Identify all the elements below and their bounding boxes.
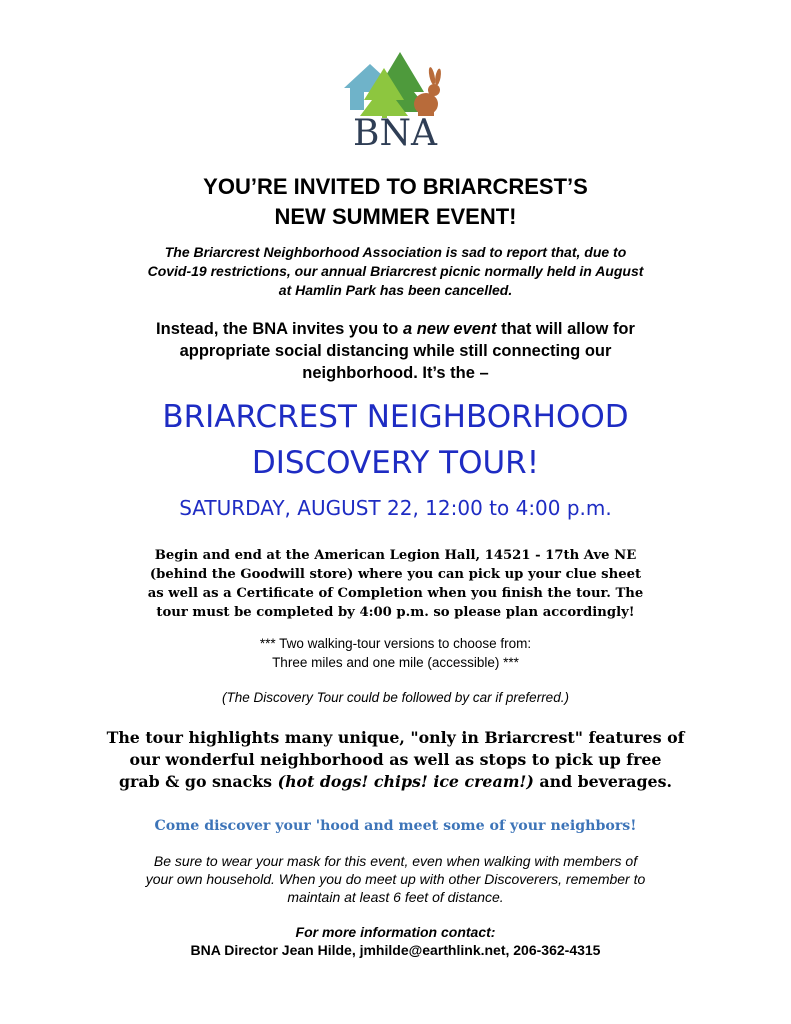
- location-paragraph: [0, 546, 791, 622]
- highlights-line-1: The tour highlights many unique, "only in Briarcrest" features of: [106, 728, 685, 747]
- new-event-emphasis: a new event: [402, 320, 497, 338]
- intro-paragraph: [0, 243, 791, 300]
- walking-line-1: *** Two walking-tour versions to choose from:: [259, 636, 532, 651]
- location-line-3: as well as a Certificate of Completion when you finish the tour. The: [147, 586, 644, 601]
- highlights-line-3-pre: grab & go snacks: [119, 772, 278, 791]
- location-line-1: Begin and end at the American Legion Hall, 14521 - 17th Ave NE: [154, 548, 637, 563]
- instead-line-1: [0, 318, 791, 340]
- highlights-line-3-post: and beverages.: [533, 772, 672, 791]
- instead-line-1-post: that will allow for: [496, 320, 635, 338]
- contact-heading: For more information contact:: [295, 924, 496, 940]
- intro-line-3: at Hamlin Park has been cancelled.: [278, 282, 513, 298]
- walking-line-2: Three miles and one mile (accessible) ***: [272, 655, 519, 670]
- walking-tour-options: [0, 634, 791, 672]
- bna-logo: [340, 50, 450, 155]
- heading-line-2: NEW SUMMER EVENT!: [274, 204, 517, 229]
- highlights-line-3: [0, 771, 791, 793]
- instead-line-2: appropriate social distancing while still connecting our: [179, 342, 612, 360]
- car-note: (The Discovery Tour could be followed by car if preferred.): [222, 690, 569, 705]
- location-line-2: (behind the Goodwill store) where you can pick up your clue sheet: [149, 567, 642, 582]
- intro-line-1: The Briarcrest Neighborhood Association is sad to report that, due to: [164, 244, 627, 260]
- mask-line-2: your own household. When you do meet up with other Discoverers, remember to: [145, 871, 646, 887]
- event-title-line-2: DISCOVERY TOUR!: [251, 445, 540, 481]
- event-title: [0, 394, 791, 486]
- snacks-emphasis: (hot dogs! chips! ice cream!): [277, 772, 534, 791]
- instead-paragraph: [0, 318, 791, 384]
- invite-heading: [0, 172, 791, 232]
- mask-paragraph: [0, 852, 791, 906]
- instead-line-3: neighborhood. It’s the –: [302, 364, 489, 382]
- heading-line-1: YOU’RE INVITED TO BRIARCREST’S: [203, 174, 588, 199]
- mask-line-1: Be sure to wear your mask for this event, even when walking with members of: [153, 853, 638, 869]
- event-title-line-1: BRIARCREST NEIGHBORHOOD: [162, 399, 629, 435]
- highlights-paragraph: [0, 727, 791, 793]
- contact-line: BNA Director Jean Hilde, jmhilde@earthlink.net, 206-362-4315: [190, 942, 601, 958]
- logo-text: BNA: [353, 113, 437, 154]
- event-date: SATURDAY, AUGUST 22, 12:00 to 4:00 p.m.: [179, 496, 612, 520]
- location-line-4: tour must be completed by 4:00 p.m. so please plan accordingly!: [156, 605, 635, 620]
- highlights-line-2: our wonderful neighborhood as well as stops to pick up free: [129, 750, 662, 769]
- come-discover-tagline: Come discover your 'hood and meet some of your neighbors!: [154, 818, 637, 834]
- intro-line-2: Covid-19 restrictions, our annual Briarcrest picnic normally held in August: [147, 263, 644, 279]
- mask-line-3: maintain at least 6 feet of distance.: [287, 889, 504, 905]
- instead-line-1-pre: Instead, the BNA invites you to: [156, 320, 403, 338]
